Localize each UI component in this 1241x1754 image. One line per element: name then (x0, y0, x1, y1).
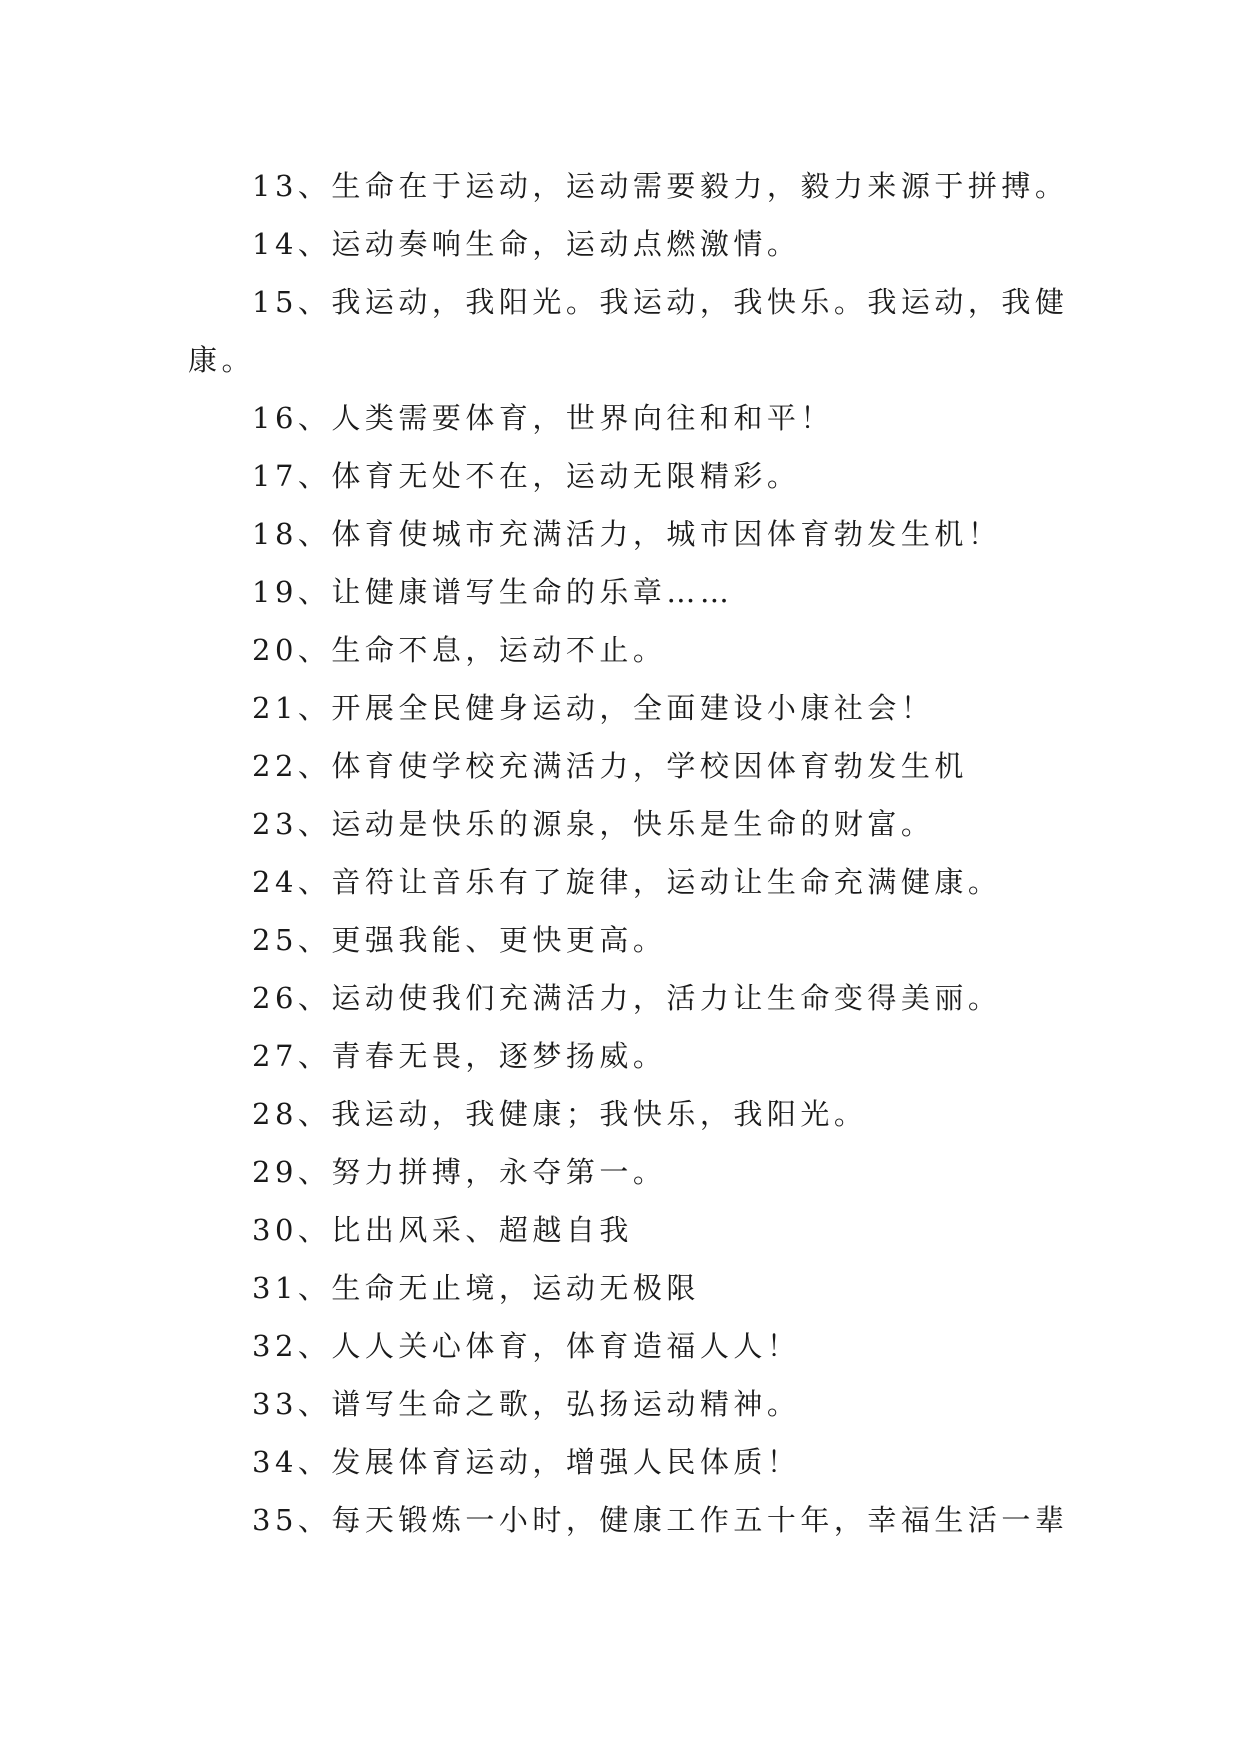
slogan-line-19: 19、让健康谱写生命的乐章…… (252, 575, 734, 609)
slogan-line-32: 32、人人关心体育，体育造福人人！ (252, 1329, 801, 1363)
slogan-line-23: 23、运动是快乐的源泉，快乐是生命的财富。 (252, 807, 935, 841)
slogan-line-30: 30、比出风采、超越自我 (252, 1213, 633, 1247)
slogan-line-15-continued: 康。 (188, 343, 256, 377)
slogan-line-16: 16、人类需要体育，世界向往和和平！ (252, 401, 834, 435)
slogan-line-34: 34、发展体育运动，增强人民体质！ (252, 1445, 801, 1479)
slogan-line-29: 29、努力拼搏，永夺第一。 (252, 1155, 667, 1189)
slogan-line-17: 17、体育无处不在，运动无限精彩。 (252, 459, 801, 493)
slogan-line-28: 28、我运动，我健康；我快乐，我阳光。 (252, 1097, 868, 1131)
slogan-line-26: 26、运动使我们充满活力，活力让生命变得美丽。 (252, 981, 1002, 1015)
slogan-line-20: 20、生命不息，运动不止。 (252, 633, 667, 667)
slogan-line-35: 35、每天锻炼一小时，健康工作五十年，幸福生活一辈 (252, 1503, 1069, 1537)
slogan-line-25: 25、更强我能、更快更高。 (252, 923, 667, 957)
slogan-line-24: 24、音符让音乐有了旋律，运动让生命充满健康。 (252, 865, 1002, 899)
slogan-line-31: 31、生命无止境，运动无极限 (252, 1271, 700, 1305)
slogan-line-21: 21、开展全民健身运动，全面建设小康社会！ (252, 691, 935, 725)
slogan-line-22: 22、体育使学校充满活力，学校因体育勃发生机 (252, 749, 968, 783)
slogan-line-27: 27、青春无畏，逐梦扬威。 (252, 1039, 667, 1073)
slogan-line-13: 13、生命在于运动，运动需要毅力，毅力来源于拼搏。 (252, 169, 1069, 203)
slogan-line-33: 33、谱写生命之歌，弘扬运动精神。 (252, 1387, 801, 1421)
slogan-line-18: 18、体育使城市充满活力，城市因体育勃发生机！ (252, 517, 1002, 551)
document-body (188, 157, 1088, 1549)
slogan-line-15: 15、我运动，我阳光。我运动，我快乐。我运动，我健 (252, 285, 1069, 319)
slogan-line-14: 14、运动奏响生命，运动点燃激情。 (252, 227, 801, 261)
